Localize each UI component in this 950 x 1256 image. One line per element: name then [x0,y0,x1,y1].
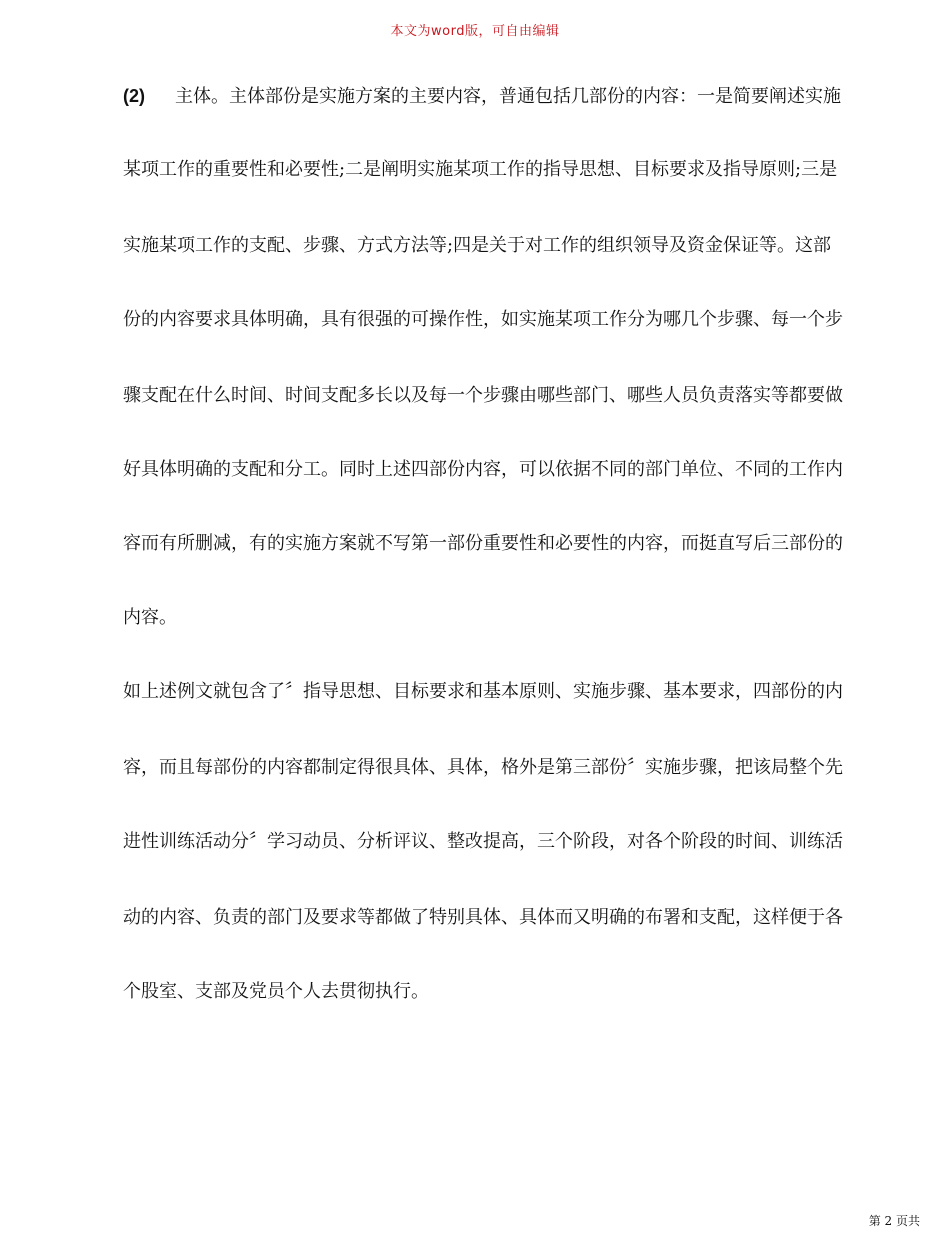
paragraph-line: 容，而且每部份的内容都制定得很具体、具体，格外是第三部份〞实施步骤，把该局整个先 [123,757,843,778]
watermark-text: 本文为word版，可自由编辑 [390,24,560,39]
page-number: 第 2 页共 [868,1214,920,1228]
paragraph-line: 内容。 [123,607,177,628]
line-text: 主体。主体部份是实施方案的主要内容，普通包括几部份的内容：一是简要阐述实施 [175,86,841,107]
paragraph-line: 份的内容要求具体明确，具有很强的可操作性，如实施某项工作分为哪几个步骤、每一个步 [123,309,843,330]
paragraph-line: 容而有所删减，有的实施方案就不写第一部份重要性和必要性的内容，而挺直写后三部份的 [123,533,843,554]
paragraph-line: 某项工作的重要性和必要性;二是阐明实施某项工作的指导思想、目标要求及指导原则;三是 [123,159,838,180]
paragraph-line: 个股室、支部及党员个人去贯彻执行。 [123,981,429,1002]
paragraph-line: 如上述例文就包含了〞指导思想、目标要求和基本原则、实施步骤、基本要求，四部份的内 [123,681,843,702]
paragraph-line [123,84,841,109]
paragraph-line: 骤支配在什么时间、时间支配多长以及每一个步骤由哪些部门、哪些人员负责落实等都要做 [123,385,843,406]
paragraph-line: 实施某项工作的支配、步骤、方式方法等;四是关于对工作的组织领导及资金保证等。这部 [123,235,832,256]
paragraph-line: 动的内容、负责的部门及要求等都做了特别具体、具体而又明确的布署和支配，这样便于各 [123,907,843,928]
paragraph-line: 好具体明确的支配和分工。同时上述四部份内容，可以依据不同的部门单位、不同的工作内 [123,459,843,480]
paragraph-line: 进性训练活动分〞学习动员、分析评议、整改提高，三个阶段，对各个阶段的时间、训练活 [123,831,843,852]
list-number: (2) [123,86,145,106]
